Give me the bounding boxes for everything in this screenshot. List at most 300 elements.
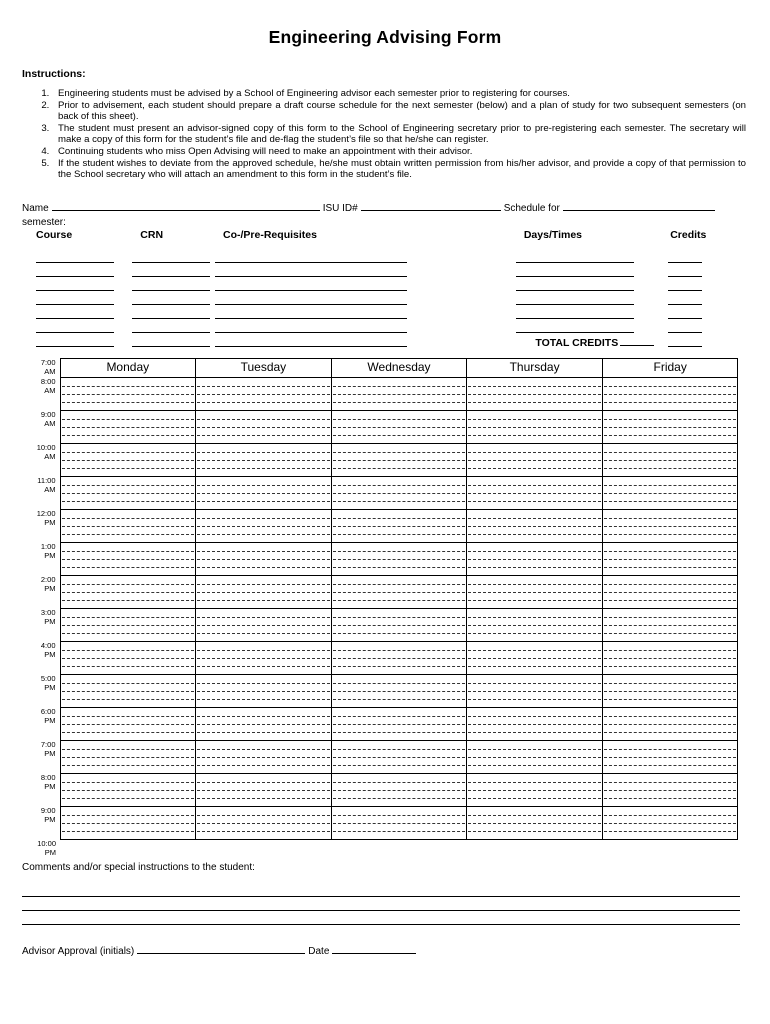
schedule-slot-monday[interactable] [60, 740, 196, 773]
quarter-line [604, 666, 737, 667]
time-hour: 10:00 [37, 839, 56, 849]
schedule-slot-thursday[interactable] [467, 773, 603, 806]
comment-line[interactable] [22, 911, 740, 925]
schedule-hour-row [22, 410, 738, 443]
quarter-line [604, 501, 737, 502]
quarter-line [468, 567, 601, 568]
quarter-line [333, 732, 466, 733]
quarter-line [468, 501, 601, 502]
half-line [468, 394, 601, 395]
day-header-thursday: Thursday [467, 358, 603, 377]
requisites-blank-line[interactable] [215, 279, 407, 291]
approval-row [0, 925, 770, 958]
credits-cell[interactable] [656, 279, 722, 293]
quarter-line [333, 782, 466, 783]
schedule-slot-friday[interactable] [602, 707, 738, 740]
quarter-line [197, 732, 330, 733]
schedule-slot-friday[interactable] [602, 542, 738, 575]
schedule-hour-row [22, 509, 738, 542]
quarter-line [62, 419, 195, 420]
schedule-slot-thursday[interactable] [467, 509, 603, 542]
time-hour: 5:00 [40, 674, 56, 684]
quarter-line [197, 485, 330, 486]
course-blank-line[interactable] [36, 335, 114, 347]
days-times-cell[interactable] [510, 265, 656, 279]
quarter-line [333, 617, 466, 618]
credits-blank-line[interactable] [668, 335, 702, 347]
half-line [604, 427, 737, 428]
half-line [333, 526, 466, 527]
time-meridiem: AM [44, 484, 56, 494]
credits-cell[interactable] [656, 335, 722, 349]
time-hour: 6:00 [40, 707, 56, 717]
requisites-blank-line[interactable] [215, 307, 407, 319]
half-line [604, 592, 737, 593]
quarter-line [468, 831, 601, 832]
schedule-slot-monday[interactable] [60, 377, 196, 410]
schedule-slot-tuesday[interactable] [196, 443, 332, 476]
schedule-slot-thursday[interactable] [467, 410, 603, 443]
quarter-line [333, 551, 466, 552]
quarter-line [62, 699, 195, 700]
quarter-line [197, 419, 330, 420]
days-times-blank-line[interactable] [516, 251, 634, 263]
schedule-slot-tuesday[interactable] [196, 806, 332, 839]
quarter-line [468, 749, 601, 750]
days-times-cell[interactable] [510, 307, 656, 321]
crn-cell[interactable] [132, 265, 215, 279]
instruction-item: 3. The student must present an advisor-signed copy of this form to the School of Engineering secretary prior to pre-registering each semester. The secretary will make a copy of this form for the student’s file and de-flag the student’s file so that he/she can register. [52, 123, 754, 146]
crn-blank-line[interactable] [132, 335, 210, 347]
schedule-slot-friday[interactable] [602, 773, 738, 806]
quarter-line [468, 452, 601, 453]
quarter-line [468, 617, 601, 618]
name-field[interactable] [52, 200, 320, 211]
crn-blank-line[interactable] [132, 265, 210, 277]
time-label [22, 410, 60, 443]
schedule-slot-friday[interactable] [602, 608, 738, 641]
table-row-total [22, 335, 722, 349]
course-blank-line[interactable] [36, 265, 114, 277]
schedule-slot-wednesday[interactable] [331, 608, 467, 641]
requisites-cell[interactable] [215, 293, 510, 307]
quarter-line [62, 452, 195, 453]
quarter-line [468, 386, 601, 387]
days-times-cell[interactable] [510, 321, 656, 335]
schedule-slot-thursday[interactable] [467, 575, 603, 608]
quarter-line [333, 831, 466, 832]
schedule-slot-thursday[interactable] [467, 641, 603, 674]
schedule-slot-monday[interactable] [60, 641, 196, 674]
half-line [197, 460, 330, 461]
requisites-cell[interactable] [215, 321, 510, 335]
quarter-line [604, 831, 737, 832]
credits-blank-line[interactable] [668, 279, 702, 291]
schedule-slot-thursday[interactable] [467, 608, 603, 641]
schedule-slot-tuesday[interactable] [196, 542, 332, 575]
course-blank-line[interactable] [36, 321, 114, 333]
crn-blank-line[interactable] [132, 293, 210, 305]
course-cell[interactable] [22, 279, 132, 293]
schedule-slot-monday[interactable] [60, 707, 196, 740]
column-header-course: Course [36, 228, 73, 241]
time-label [22, 377, 60, 410]
time-hour: 4:00 [40, 641, 56, 651]
credits-cell[interactable] [656, 265, 722, 279]
column-header-requisites: Co-/Pre-Requisites [223, 228, 317, 241]
quarter-line [604, 584, 737, 585]
half-line [604, 691, 737, 692]
schedule-slot-friday[interactable] [602, 509, 738, 542]
schedule-hour-row [22, 740, 738, 773]
days-times-blank-line[interactable] [516, 265, 634, 277]
time-label [22, 806, 60, 839]
course-cell[interactable] [22, 335, 132, 349]
days-times-blank-line[interactable] [516, 321, 634, 333]
course-cell[interactable] [22, 307, 132, 321]
crn-cell[interactable] [132, 293, 215, 307]
quarter-line [197, 551, 330, 552]
schedule-slot-friday[interactable] [602, 674, 738, 707]
quarter-line [333, 419, 466, 420]
quarter-line [333, 666, 466, 667]
requisites-cell[interactable] [215, 265, 510, 279]
time-meridiem: PM [44, 847, 56, 857]
quarter-line [333, 650, 466, 651]
crn-blank-line[interactable] [132, 307, 210, 319]
quarter-line [62, 815, 195, 816]
half-line [62, 658, 195, 659]
time-meridiem: AM [44, 385, 56, 395]
quarter-line [333, 633, 466, 634]
course-cell[interactable] [22, 293, 132, 307]
comment-line[interactable] [22, 897, 740, 911]
time-meridiem: PM [44, 781, 56, 791]
credits-blank-line[interactable] [668, 265, 702, 277]
days-times-blank-line[interactable] [516, 279, 634, 291]
schedule-slot-wednesday[interactable] [331, 476, 467, 509]
course-cell[interactable] [22, 265, 132, 279]
credits-cell[interactable] [656, 293, 722, 307]
schedule-slot-monday[interactable] [60, 806, 196, 839]
schedule-slot-tuesday[interactable] [196, 509, 332, 542]
quarter-line [333, 716, 466, 717]
requisites-cell[interactable] [215, 307, 510, 321]
crn-cell[interactable] [132, 251, 215, 265]
course-blank-line[interactable] [36, 279, 114, 291]
schedule-slot-tuesday[interactable] [196, 707, 332, 740]
schedule-slot-monday[interactable] [60, 773, 196, 806]
credits-blank-line[interactable] [668, 321, 702, 333]
time-label [22, 641, 60, 674]
schedule-slot-monday[interactable] [60, 542, 196, 575]
days-times-blank-line[interactable] [516, 293, 634, 305]
time-label [22, 542, 60, 575]
schedule-slot-monday[interactable] [60, 509, 196, 542]
quarter-line [468, 815, 601, 816]
schedule-table [22, 358, 738, 859]
course-blank-line[interactable] [36, 293, 114, 305]
credits-blank-line[interactable] [668, 293, 702, 305]
time-meridiem: PM [44, 649, 56, 659]
half-line [468, 757, 601, 758]
schedule-slot-wednesday[interactable] [331, 542, 467, 575]
schedule-slot-wednesday[interactable] [331, 806, 467, 839]
credits-cell[interactable] [656, 307, 722, 321]
schedule-slot-tuesday[interactable] [196, 641, 332, 674]
crn-blank-line[interactable] [132, 251, 210, 263]
schedule-slot-wednesday[interactable] [331, 377, 467, 410]
quarter-line [604, 600, 737, 601]
quarter-line [604, 419, 737, 420]
schedule-slot-monday[interactable] [60, 443, 196, 476]
quarter-line [62, 831, 195, 832]
quarter-line [62, 485, 195, 486]
requisites-blank-line[interactable] [215, 335, 407, 347]
schedule-slot-tuesday[interactable] [196, 575, 332, 608]
quarter-line [197, 815, 330, 816]
half-line [468, 493, 601, 494]
half-line [604, 658, 737, 659]
schedule-slot-wednesday[interactable] [331, 410, 467, 443]
quarter-line [62, 435, 195, 436]
schedule-hour-row [22, 641, 738, 674]
quarter-line [468, 600, 601, 601]
day-header-wednesday: Wednesday [331, 358, 467, 377]
time-meridiem: PM [44, 814, 56, 824]
half-line [62, 691, 195, 692]
schedule-slot-wednesday[interactable] [331, 674, 467, 707]
quarter-line [62, 386, 195, 387]
comment-line[interactable] [22, 883, 740, 897]
time-meridiem: AM [44, 418, 56, 428]
schedule-slot-friday[interactable] [602, 740, 738, 773]
total-credits-field[interactable] [620, 336, 654, 346]
half-line [468, 460, 601, 461]
time-label [22, 674, 60, 707]
schedule-slot-wednesday[interactable] [331, 773, 467, 806]
schedule-slot-wednesday[interactable] [331, 707, 467, 740]
schedule-slot-friday[interactable] [602, 443, 738, 476]
schedule-slot-monday[interactable] [60, 410, 196, 443]
half-line [468, 427, 601, 428]
quarter-line [197, 831, 330, 832]
quarter-line [604, 782, 737, 783]
quarter-line [468, 402, 601, 403]
half-line [333, 394, 466, 395]
schedule-slot-monday[interactable] [60, 674, 196, 707]
schedule-slot-tuesday[interactable] [196, 674, 332, 707]
date-field[interactable] [332, 943, 416, 954]
schedule-hour-row [22, 674, 738, 707]
schedule-slot-friday[interactable] [602, 806, 738, 839]
schedule-slot-wednesday[interactable] [331, 509, 467, 542]
date-label: Date [308, 946, 330, 958]
schedule-slot-wednesday[interactable] [331, 641, 467, 674]
quarter-line [62, 402, 195, 403]
quarter-line [333, 386, 466, 387]
schedule-slot-thursday[interactable] [467, 443, 603, 476]
time-meridiem: PM [44, 517, 56, 527]
crn-cell[interactable] [132, 321, 215, 335]
schedule-slot-tuesday[interactable] [196, 773, 332, 806]
grid-bottom-border-wednesday [331, 839, 467, 858]
requisites-blank-line[interactable] [215, 265, 407, 277]
time-hour: 8:00 [40, 377, 56, 387]
schedule-slot-thursday[interactable] [467, 740, 603, 773]
credits-blank-line[interactable] [668, 251, 702, 263]
schedule-slot-tuesday[interactable] [196, 608, 332, 641]
time-label [22, 839, 60, 858]
quarter-line [197, 749, 330, 750]
schedule-slot-wednesday[interactable] [331, 740, 467, 773]
schedule-hour-row [22, 575, 738, 608]
comments-label: Comments and/or special instructions to the student: [22, 862, 255, 874]
schedule-hour-row [22, 443, 738, 476]
requisites-blank-line[interactable] [215, 251, 407, 263]
schedule-for-field[interactable] [563, 200, 715, 211]
quarter-line [197, 501, 330, 502]
schedule-slot-thursday[interactable] [467, 707, 603, 740]
schedule-slot-friday[interactable] [602, 410, 738, 443]
course-table-header-row [22, 229, 722, 251]
quarter-line [468, 435, 601, 436]
quarter-line [197, 782, 330, 783]
total-credits-label [510, 335, 656, 349]
half-line [197, 724, 330, 725]
quarter-line [62, 534, 195, 535]
instructions-heading: Instructions: [22, 67, 86, 80]
course-blank-line[interactable] [36, 307, 114, 319]
schedule-slot-friday[interactable] [602, 575, 738, 608]
quarter-line [604, 749, 737, 750]
page-title: Engineering Advising Form [268, 27, 502, 47]
course-blank-line[interactable] [36, 251, 114, 263]
quarter-line [62, 501, 195, 502]
instructions-list [0, 79, 770, 181]
half-line [468, 724, 601, 725]
half-line [468, 592, 601, 593]
half-line [333, 790, 466, 791]
time-hour: 8:00 [40, 773, 56, 783]
quarter-line [197, 534, 330, 535]
half-line [197, 757, 330, 758]
schedule-slot-thursday[interactable] [467, 476, 603, 509]
quarter-line [333, 584, 466, 585]
quarter-line [604, 402, 737, 403]
days-times-cell[interactable] [510, 251, 656, 265]
crn-cell[interactable] [132, 307, 215, 321]
schedule-hour-row [22, 542, 738, 575]
quarter-line [333, 468, 466, 469]
schedule-slot-monday[interactable] [60, 608, 196, 641]
quarter-line [468, 584, 601, 585]
quarter-line [333, 798, 466, 799]
requisites-blank-line[interactable] [215, 321, 407, 333]
isu-id-field[interactable] [361, 200, 501, 211]
quarter-line [468, 798, 601, 799]
day-header-tuesday: Tuesday [196, 358, 332, 377]
schedule-slot-friday[interactable] [602, 377, 738, 410]
schedule-slot-wednesday[interactable] [331, 575, 467, 608]
time-label [22, 358, 60, 377]
half-line [62, 394, 195, 395]
half-line [197, 658, 330, 659]
half-line [333, 460, 466, 461]
time-meridiem: PM [44, 715, 56, 725]
schedule-slot-thursday[interactable] [467, 674, 603, 707]
schedule-slot-friday[interactable] [602, 641, 738, 674]
schedule-slot-monday[interactable] [60, 476, 196, 509]
quarter-line [604, 468, 737, 469]
grid-bottom-border-thursday [467, 839, 603, 858]
course-cell[interactable] [22, 251, 132, 265]
schedule-slot-tuesday[interactable] [196, 410, 332, 443]
schedule-slot-thursday[interactable] [467, 806, 603, 839]
quarter-line [197, 468, 330, 469]
schedule-slot-thursday[interactable] [467, 377, 603, 410]
crn-blank-line[interactable] [132, 321, 210, 333]
half-line [62, 790, 195, 791]
schedule-slot-tuesday[interactable] [196, 377, 332, 410]
schedule-slot-tuesday[interactable] [196, 476, 332, 509]
half-line [468, 526, 601, 527]
course-cell[interactable] [22, 321, 132, 335]
time-hour: 11:00 [37, 476, 56, 486]
half-line [333, 757, 466, 758]
half-line [333, 691, 466, 692]
time-meridiem: PM [44, 682, 56, 692]
half-line [333, 427, 466, 428]
advisor-initials-field[interactable] [137, 943, 305, 954]
half-line [197, 823, 330, 824]
days-times-cell[interactable] [510, 293, 656, 307]
quarter-line [468, 650, 601, 651]
requisites-cell[interactable] [215, 251, 510, 265]
half-line [62, 493, 195, 494]
schedule-slot-wednesday[interactable] [331, 443, 467, 476]
credits-cell[interactable] [656, 251, 722, 265]
credits-cell[interactable] [656, 321, 722, 335]
days-times-blank-line[interactable] [516, 307, 634, 319]
schedule-slot-friday[interactable] [602, 476, 738, 509]
days-times-cell[interactable] [510, 279, 656, 293]
half-line [468, 823, 601, 824]
requisites-cell[interactable] [215, 279, 510, 293]
crn-cell[interactable] [132, 279, 215, 293]
quarter-line [468, 633, 601, 634]
quarter-line [604, 633, 737, 634]
crn-blank-line[interactable] [132, 279, 210, 291]
requisites-cell[interactable] [215, 335, 510, 349]
quarter-line [62, 749, 195, 750]
quarter-line [604, 798, 737, 799]
day-header-monday: Monday [60, 358, 196, 377]
time-hour: 3:00 [40, 608, 56, 618]
crn-cell[interactable] [132, 335, 215, 349]
half-line [62, 757, 195, 758]
quarter-line [62, 782, 195, 783]
quarter-line [604, 815, 737, 816]
quarter-line [604, 699, 737, 700]
quarter-line [197, 402, 330, 403]
credits-blank-line[interactable] [668, 307, 702, 319]
schedule-slot-monday[interactable] [60, 575, 196, 608]
quarter-line [468, 666, 601, 667]
requisites-blank-line[interactable] [215, 293, 407, 305]
schedule-slot-thursday[interactable] [467, 542, 603, 575]
schedule-slot-tuesday[interactable] [196, 740, 332, 773]
